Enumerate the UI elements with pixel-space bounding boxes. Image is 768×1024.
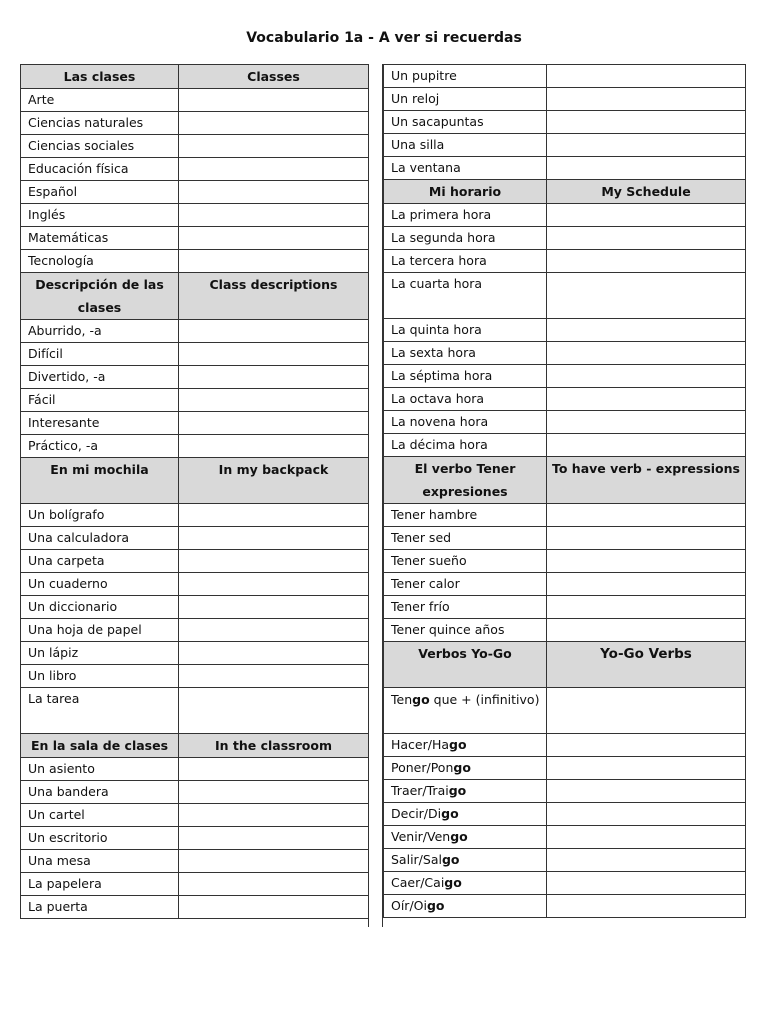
table-row (21, 781, 369, 804)
vocab-term: Interesante (21, 412, 179, 435)
translation-field[interactable] (179, 204, 369, 227)
translation-field[interactable] (179, 227, 369, 250)
table-row (384, 273, 746, 319)
table-row (21, 227, 369, 250)
vocab-term: Fácil (21, 389, 179, 412)
translation-field[interactable] (547, 204, 746, 227)
verb-ending: go (426, 898, 445, 913)
translation-field[interactable] (179, 850, 369, 873)
translation-field[interactable] (547, 227, 746, 250)
translation-field[interactable] (547, 111, 746, 134)
header-english: In my backpack (179, 458, 369, 504)
table-row (384, 250, 746, 273)
translation-field[interactable] (179, 250, 369, 273)
header-spanish: Verbos Yo-Go (384, 642, 547, 688)
table-row (384, 365, 746, 388)
table-row (384, 65, 746, 88)
vocab-term (384, 780, 547, 803)
table-row (384, 688, 746, 734)
vocab-term: La puerta (21, 896, 179, 919)
table-row (21, 112, 369, 135)
translation-field[interactable] (179, 89, 369, 112)
translation-field[interactable] (547, 250, 746, 273)
table-row (21, 596, 369, 619)
table-row (21, 873, 369, 896)
table-row (384, 157, 746, 180)
table-row (384, 734, 746, 757)
translation-field[interactable] (547, 688, 746, 734)
translation-field[interactable] (179, 573, 369, 596)
vocab-term: Una mesa (21, 850, 179, 873)
translation-field[interactable] (547, 527, 746, 550)
vocab-term: La ventana (384, 157, 547, 180)
header-english: My Schedule (547, 180, 746, 204)
vocab-term: Difícil (21, 343, 179, 366)
vocab-term: Ciencias sociales (21, 135, 179, 158)
translation-field[interactable] (547, 803, 746, 826)
vocab-term: La tarea (21, 688, 179, 734)
section-header-descripciones (21, 273, 369, 320)
section-header-mochila (21, 458, 369, 504)
verb-ending: go (449, 737, 467, 752)
vocab-term: La segunda hora (384, 227, 547, 250)
table-row (21, 665, 369, 688)
verb-stem: Poner/Pon (391, 760, 454, 775)
table-row (384, 757, 746, 780)
table-row (21, 804, 369, 827)
table-row (21, 250, 369, 273)
translation-field[interactable] (547, 596, 746, 619)
verb-stem: Salir/Sal (391, 852, 442, 867)
header-english: In the classroom (179, 734, 369, 758)
vocab-term: Tener frío (384, 596, 547, 619)
table-row (384, 319, 746, 342)
table-row (21, 642, 369, 665)
vocab-term: Práctico, -a (21, 435, 179, 458)
vocab-term (384, 803, 547, 826)
translation-field[interactable] (547, 273, 746, 319)
translation-field[interactable] (179, 665, 369, 688)
translation-field[interactable] (547, 872, 746, 895)
vocab-term: Tener sueño (384, 550, 547, 573)
header-spanish: Mi horario (384, 180, 547, 204)
vocab-term: La octava hora (384, 388, 547, 411)
verb-stem: Hacer/Ha (391, 737, 450, 752)
vocab-term: Aburrido, -a (21, 320, 179, 343)
vocab-term: Un reloj (384, 88, 547, 111)
table-row (21, 158, 369, 181)
table-row (384, 596, 746, 619)
translation-field[interactable] (547, 411, 746, 434)
header-english: Yo-Go Verbs (547, 642, 746, 688)
header-english: Classes (179, 65, 369, 89)
translation-field[interactable] (179, 181, 369, 204)
translation-field[interactable] (547, 65, 746, 88)
table-row (384, 803, 746, 826)
vocab-term (384, 826, 547, 849)
translation-field[interactable] (179, 550, 369, 573)
vocab-term: Un escritorio (21, 827, 179, 850)
table-row (384, 550, 746, 573)
translation-field[interactable] (547, 434, 746, 457)
table-row (384, 573, 746, 596)
table-row (21, 527, 369, 550)
translation-field[interactable] (179, 158, 369, 181)
header-english: To have verb - expressions (547, 457, 746, 504)
verb-stem: Decir/Di (391, 806, 442, 821)
table-row (384, 88, 746, 111)
header-spanish: Descripción de las clases (21, 273, 179, 320)
table-row (21, 504, 369, 527)
table-row (384, 434, 746, 457)
vocab-term: La primera hora (384, 204, 547, 227)
header-spanish: Las clases (21, 65, 179, 89)
translation-field[interactable] (547, 849, 746, 872)
vocab-term: Español (21, 181, 179, 204)
verb-stem: Venir/Ven (391, 829, 451, 844)
page-title: Vocabulario 1a - A ver si recuerdas (246, 30, 522, 46)
verb-ending: go (441, 806, 459, 821)
translation-field[interactable] (547, 734, 746, 757)
table-row (384, 388, 746, 411)
table-row (384, 849, 746, 872)
vocab-term (384, 872, 547, 895)
vocab-term: Tener hambre (384, 504, 547, 527)
translation-field[interactable] (179, 135, 369, 158)
table-row (384, 204, 746, 227)
vocab-term: La séptima hora (384, 365, 547, 388)
translation-field[interactable] (547, 88, 746, 111)
translation-field[interactable] (547, 573, 746, 596)
translation-field[interactable] (179, 804, 369, 827)
vocab-term: Un sacapuntas (384, 111, 547, 134)
vocab-term: Tecnología (21, 250, 179, 273)
translation-field[interactable] (547, 365, 746, 388)
table-row (384, 504, 746, 527)
table-row (384, 342, 746, 365)
translation-field[interactable] (179, 389, 369, 412)
translation-field[interactable] (547, 757, 746, 780)
table-row (384, 780, 746, 803)
verb-stem: Traer/Trai (391, 783, 449, 798)
table-row (21, 89, 369, 112)
vocab-term: Tener quince años (384, 619, 547, 642)
vocab-term: La novena hora (384, 411, 547, 434)
vocab-term: La décima hora (384, 434, 547, 457)
vocab-term: Tener calor (384, 573, 547, 596)
table-row (384, 872, 746, 895)
verb-ending: go (441, 852, 460, 867)
vocab-term: Una hoja de papel (21, 619, 179, 642)
table-row (21, 619, 369, 642)
vocab-term (384, 757, 547, 780)
translation-field[interactable] (179, 412, 369, 435)
verb-stem: Ten (391, 692, 413, 707)
column-separator (368, 64, 383, 927)
verb-ending: go (450, 829, 468, 844)
table-row (21, 343, 369, 366)
vocab-term: Un bolígrafo (21, 504, 179, 527)
table-row (21, 550, 369, 573)
table-row (384, 527, 746, 550)
table-row (21, 204, 369, 227)
header-spanish: En la sala de clases (21, 734, 179, 758)
vocab-term: Ciencias naturales (21, 112, 179, 135)
table-row (384, 895, 746, 918)
vocab-term: Divertido, -a (21, 366, 179, 389)
vocab-term: Arte (21, 89, 179, 112)
table-row (21, 850, 369, 873)
table-row (384, 619, 746, 642)
verb-rest: que + (infinitivo) (429, 692, 540, 707)
table-row (21, 412, 369, 435)
translation-field[interactable] (547, 388, 746, 411)
vocab-term: Educación física (21, 158, 179, 181)
vocab-table-right (383, 64, 746, 918)
vocab-term: Una carpeta (21, 550, 179, 573)
header-spanish: En mi mochila (21, 458, 179, 504)
translation-field[interactable] (547, 826, 746, 849)
vocab-term: Un diccionario (21, 596, 179, 619)
translation-field[interactable] (179, 527, 369, 550)
vocab-term (384, 688, 547, 734)
vocab-term (384, 734, 547, 757)
translation-field[interactable] (179, 873, 369, 896)
table-row (21, 366, 369, 389)
vocab-term (384, 849, 547, 872)
vocab-term: Tener sed (384, 527, 547, 550)
vocab-term: Un lápiz (21, 642, 179, 665)
translation-field[interactable] (179, 112, 369, 135)
translation-field[interactable] (179, 758, 369, 781)
translation-field[interactable] (547, 319, 746, 342)
translation-field[interactable] (547, 504, 746, 527)
translation-field[interactable] (547, 780, 746, 803)
translation-field[interactable] (179, 896, 369, 919)
translation-field[interactable] (179, 619, 369, 642)
translation-field[interactable] (179, 343, 369, 366)
header-spanish: El verbo Tener expresiones (384, 457, 547, 504)
verb-ending: go (412, 692, 430, 707)
verb-ending: go (444, 875, 462, 890)
translation-field[interactable] (179, 596, 369, 619)
translation-field[interactable] (179, 827, 369, 850)
vocab-term: La quinta hora (384, 319, 547, 342)
translation-field[interactable] (547, 342, 746, 365)
vocab-table-left (20, 64, 369, 919)
verb-stem: Oír/Oi (391, 898, 427, 913)
section-header-horario (384, 180, 746, 204)
vocab-term: La tercera hora (384, 250, 547, 273)
table-row (21, 181, 369, 204)
vocab-term: Inglés (21, 204, 179, 227)
table-row (21, 320, 369, 343)
vocab-term: Un cartel (21, 804, 179, 827)
translation-field[interactable] (179, 688, 369, 734)
table-row (21, 435, 369, 458)
translation-field[interactable] (179, 781, 369, 804)
translation-field[interactable] (547, 619, 746, 642)
table-row (384, 826, 746, 849)
section-header-tener (384, 457, 746, 504)
section-header-sala (21, 734, 369, 758)
table-row (21, 389, 369, 412)
vocab-term: Un asiento (21, 758, 179, 781)
translation-field[interactable] (179, 504, 369, 527)
table-row (21, 827, 369, 850)
table-row (21, 688, 369, 734)
header-english: Class descriptions (179, 273, 369, 320)
section-header-yogo (384, 642, 746, 688)
table-row (384, 111, 746, 134)
vocab-term: Una silla (384, 134, 547, 157)
translation-field[interactable] (179, 366, 369, 389)
translation-field[interactable] (547, 134, 746, 157)
translation-field[interactable] (547, 550, 746, 573)
table-row (21, 758, 369, 781)
table-row (384, 134, 746, 157)
vocab-term: La cuarta hora (384, 273, 547, 319)
vocab-term: Matemáticas (21, 227, 179, 250)
translation-field[interactable] (547, 157, 746, 180)
vocab-term: Una calculadora (21, 527, 179, 550)
section-header-clases (21, 65, 369, 89)
vocab-term: La sexta hora (384, 342, 547, 365)
vocab-term: Una bandera (21, 781, 179, 804)
translation-field[interactable] (179, 320, 369, 343)
vocab-term: Un pupitre (384, 65, 547, 88)
vocab-term: Un cuaderno (21, 573, 179, 596)
translation-field[interactable] (179, 435, 369, 458)
translation-field[interactable] (179, 642, 369, 665)
verb-ending: go (448, 783, 467, 798)
verb-ending: go (453, 760, 471, 775)
table-row (21, 135, 369, 158)
verb-stem: Caer/Cai (391, 875, 445, 890)
vocab-term: Un libro (21, 665, 179, 688)
table-row (21, 896, 369, 919)
table-row (384, 411, 746, 434)
vocab-term: La papelera (21, 873, 179, 896)
table-row (384, 227, 746, 250)
vocab-term (384, 895, 547, 918)
table-row (21, 573, 369, 596)
translation-field[interactable] (547, 895, 746, 918)
